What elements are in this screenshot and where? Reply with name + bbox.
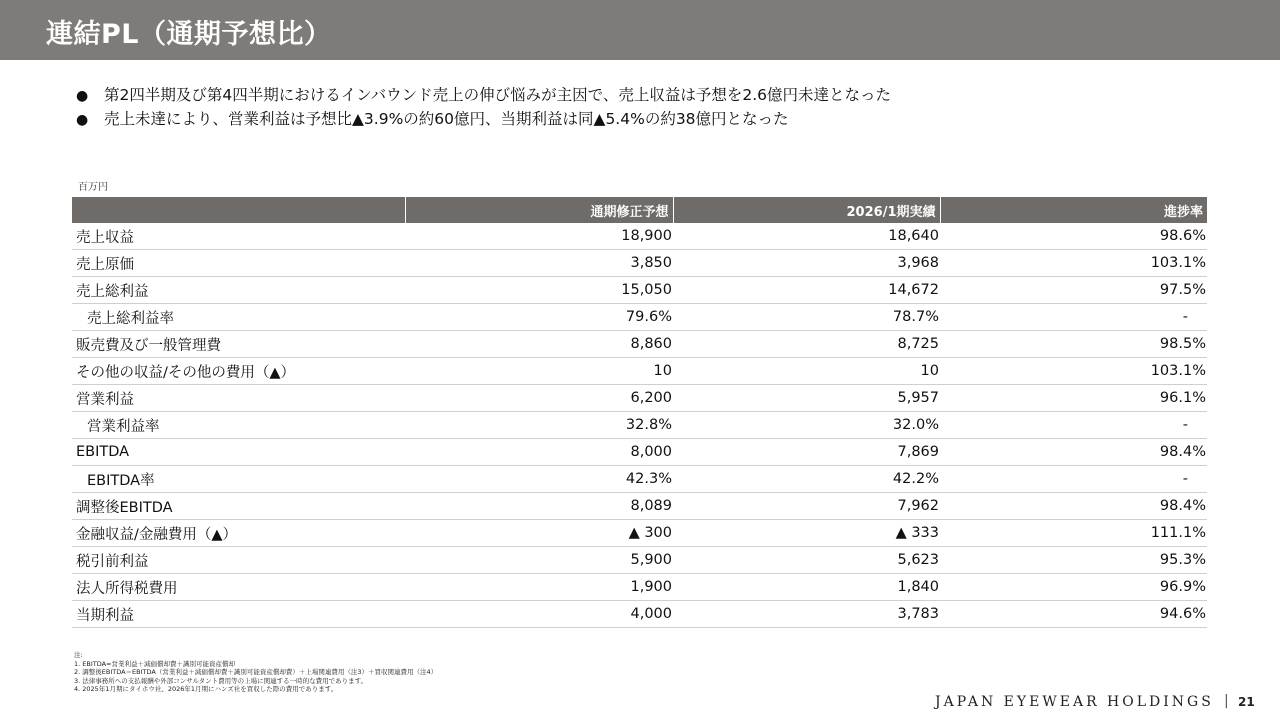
forecast-value: 10 [405,358,673,385]
actual-value: 5,957 [673,385,940,412]
table-row [72,547,1207,574]
bullet-item: ● 第2四半期及び第4四半期におけるインバウンド売上の伸び悩みが主因で、売上収益は予想を2.6億円未達となった [76,84,891,108]
progress-value: 94.6% [940,601,1207,628]
header-label [72,197,405,223]
progress-value: 96.1% [940,385,1207,412]
row-label: 法人所得税費用 [72,574,405,601]
company-logo-text: JAPAN EYEWEAR HOLDINGS [935,694,1214,710]
forecast-value: 8,089 [405,493,673,520]
table-row [72,493,1207,520]
forecast-value: 1,900 [405,574,673,601]
table-row [72,439,1207,466]
forecast-value: 79.6% [405,304,673,331]
row-label: 調整後EBITDA [72,493,405,520]
forecast-value: 18,900 [405,223,673,250]
footer-separator: | [1224,693,1229,709]
footnote-heading: 注: [74,651,83,659]
bullet-dot-icon: ● [76,112,89,128]
footnote: 2. 調整後EBITDA＝EBITDA（営業利益＋減価償却費＋識別可能資産償却費）＋上場関連費用（注3）＋買収関連費用（注4） [74,668,438,676]
row-label: 税引前利益 [72,547,405,574]
table-row [72,250,1207,277]
table-row [72,304,1207,331]
row-label: 販売費及び一般管理費 [72,331,405,358]
bullet-item: ● 売上未達により、営業利益は予想比▲3.9%の約60億円、当期利益は同▲5.4%の約38億円となった [76,108,891,132]
forecast-value: 4,000 [405,601,673,628]
table-row [72,466,1207,493]
table-row [72,358,1207,385]
table-row [72,331,1207,358]
table-row [72,412,1207,439]
row-label: 営業利益 [72,385,405,412]
forecast-value: 3,850 [405,250,673,277]
table-row [72,223,1207,250]
row-label: 売上収益 [72,223,405,250]
progress-value: - [940,304,1207,331]
row-label: その他の収益/その他の費用（▲） [72,358,405,385]
progress-value: 96.9% [940,574,1207,601]
table-row [72,385,1207,412]
row-label: 売上原価 [72,250,405,277]
footnotes [74,651,437,694]
header-actual: 2026/1期実績 [673,197,940,223]
table-row [72,601,1207,628]
header-progress: 進捗率 [940,197,1207,223]
header-forecast: 通期修正予想 [405,197,673,223]
title-bar [0,0,1280,60]
actual-value: 5,623 [673,547,940,574]
actual-value: 78.7% [673,304,940,331]
footnote: 1. EBITDA=営業利益＋減価償却費＋識別可能資産償却 [74,659,236,668]
progress-value: 98.4% [940,493,1207,520]
actual-value: 1,840 [673,574,940,601]
actual-value: 10 [673,358,940,385]
actual-value: 42.2% [673,466,940,493]
progress-value: 111.1% [940,520,1207,547]
forecast-value: 8,000 [405,439,673,466]
forecast-value: 6,200 [405,385,673,412]
actual-value: 8,725 [673,331,940,358]
forecast-value: 15,050 [405,277,673,304]
page-number: 21 [1238,695,1255,709]
row-label: 売上総利益 [72,277,405,304]
table-row [72,520,1207,547]
progress-value: 98.6% [940,223,1207,250]
actual-value: 32.0% [673,412,940,439]
bullet-dot-icon: ● [76,88,89,104]
actual-value: 3,968 [673,250,940,277]
actual-value: 3,783 [673,601,940,628]
progress-value: 98.4% [940,439,1207,466]
footnote: 4. 2025年1月期にタイホウ社、2026年1月期にハンズ社を買収した際の費用であります。 [74,685,338,693]
actual-value: 14,672 [673,277,940,304]
summary-bullets [76,84,891,132]
pl-table [72,197,1207,628]
forecast-value: 32.8% [405,412,673,439]
row-label: EBITDA率 [72,466,405,493]
progress-value: 97.5% [940,277,1207,304]
row-label: EBITDA [72,439,405,466]
row-label: 営業利益率 [72,412,405,439]
progress-value: 103.1% [940,358,1207,385]
row-label: 金融収益/金融費用（▲） [72,520,405,547]
unit-label: 百万円 [78,182,108,193]
table-header-row [72,197,1207,223]
actual-value: ▲ 333 [673,520,940,547]
row-label: 売上総利益率 [72,304,405,331]
progress-value: - [940,412,1207,439]
forecast-value: 8,860 [405,331,673,358]
footnote: 3. 法律事務所への支払報酬や外部コンサルタント費用等の上場に関連する一時的な費用であります。 [74,676,368,685]
table-row [72,277,1207,304]
actual-value: 7,869 [673,439,940,466]
progress-value: 95.3% [940,547,1207,574]
forecast-value: 5,900 [405,547,673,574]
actual-value: 18,640 [673,223,940,250]
forecast-value: ▲ 300 [405,520,673,547]
progress-value: - [940,466,1207,493]
page-title: 連結PL（通期予想比） [46,19,332,50]
row-label: 当期利益 [72,601,405,628]
progress-value: 103.1% [940,250,1207,277]
forecast-value: 42.3% [405,466,673,493]
progress-value: 98.5% [940,331,1207,358]
table-row [72,574,1207,601]
actual-value: 7,962 [673,493,940,520]
